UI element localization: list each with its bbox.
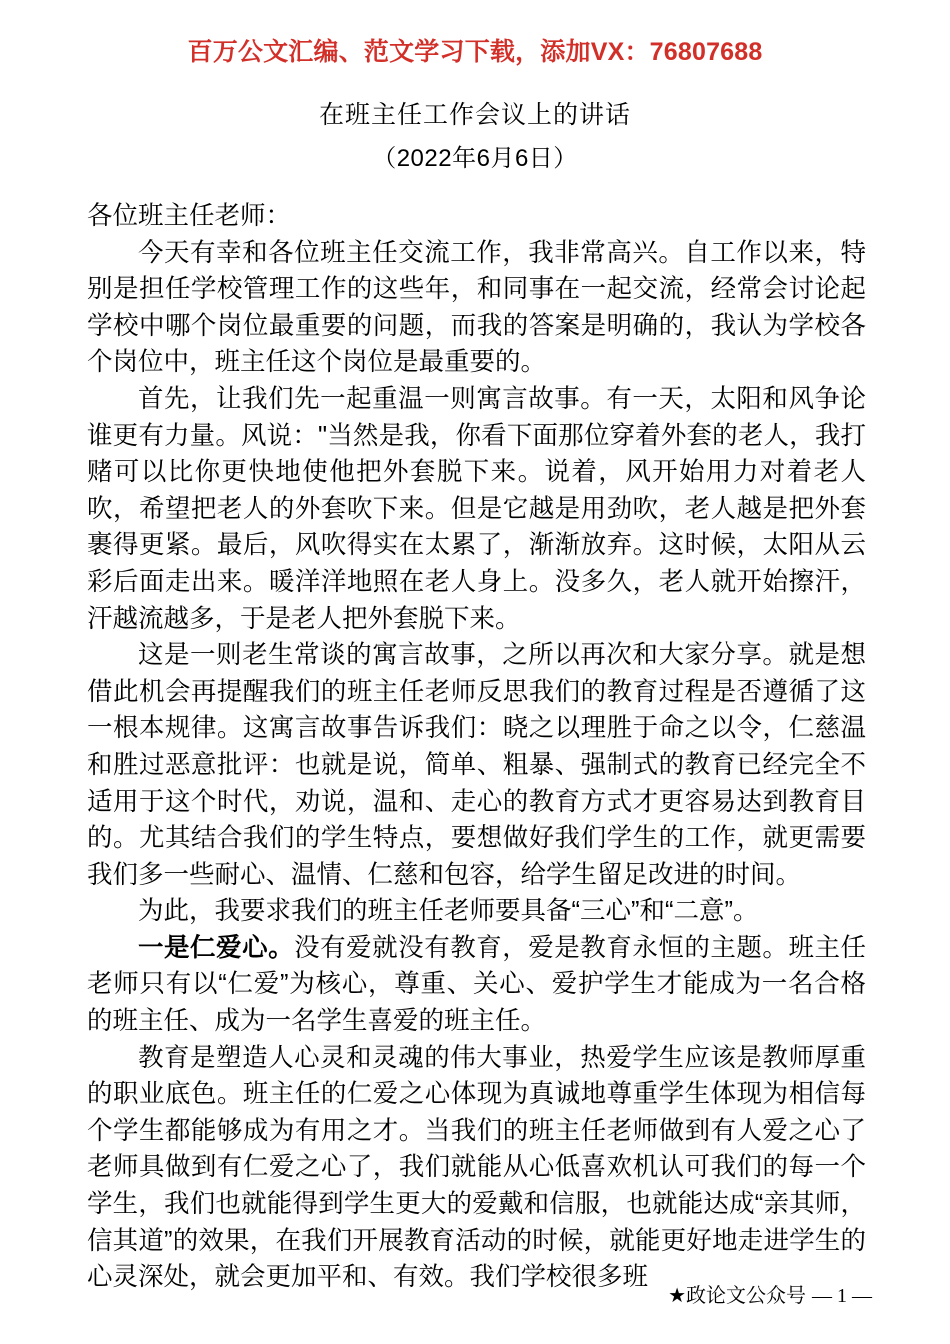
footer-page-number: — 1 — — [812, 1285, 872, 1307]
paragraph-text: 为此，我要求我们的班主任老师要具备“三心”和“二意”。 — [138, 897, 759, 926]
paragraph-text: 今天有幸和各位班主任交流工作，我非常高兴。自工作以来，特别是担任学校管理工作的这些年，和同事在一起交流，经常会讨论起学校中哪个岗位最重要的问题，而我的答案是明确的，我认为学校各个岗位中，班主任这个岗位是最重要的。 — [87, 238, 866, 377]
paragraph-text: 各位班主任老师： — [87, 202, 292, 230]
paragraph-text: 这是一则老生常谈的寓言故事，之所以再次和大家分享。就是想借此机会再提醒我们的班主任老师反思我们的教育过程是否遵循了这一根本规律。这寓言故事告诉我们：晓之以理胜于命之以令，仁慈温和胜过恶意批评：也就是说，简单、粗暴、强制式的教育已经完全不适用于这个时代，劝说，温和、走心的教育方式才更容易达到教育目的。尤其结合我们的学生特点，要想做好我们学生的工作，就更需要我们多一些耐心、温情、仁慈和包容，给学生留足改进的时间。 — [87, 641, 866, 889]
page-subtitle-date: （2022年6月6日） — [372, 145, 578, 172]
paragraph-text: 教育是塑造人心灵和灵魂的伟大事业，热爱学生应该是教师厚重的职业底色。班主任的仁爱之心体现为真诚地尊重学生体现为相信每个学生都能够成为有用之才。当我们的班主任老师做到有人爱之心了老师具做到有仁爱之心了，我们就能从心低喜欢机认可我们的每一个学生，我们也就能得到学生更大的爱戴和信服，也就能达成“亲其师，信其道”的效果，在我们开展教育活动的时候，就能更好地走进学生的心灵深处，就会更加平和、有效。我们学校很多班 — [87, 1043, 866, 1292]
paragraph-4 — [87, 893, 866, 930]
paragraph-text: 没有爱就没有教育，爱是教育永恒的主题。班主任老师只有以“仁爱”为核心，尊重、关心、爱护学生才能成为一名合格的班主任、成为一名学生喜爱的班主任。 — [87, 933, 866, 1036]
paragraph-3 — [87, 637, 866, 893]
paragraph-6 — [87, 1040, 866, 1296]
paragraph-5 — [87, 930, 866, 1040]
document-body — [87, 198, 866, 1296]
page-title: 在班主任工作会议上的讲话 — [318, 101, 631, 129]
page-footer — [0, 1282, 950, 1310]
paragraph-bold-lead: 一是仁爱心。 — [138, 933, 295, 962]
promo-header-banner: 百万公文汇编、范文学习下载，添加VX：76807688 — [187, 38, 763, 66]
paragraph-text: 首先，让我们先一起重温一则寓言故事。有一天，太阳和风争论谁更有力量。风说："当然是我，你看下面那位穿着外套的老人，我打赌可以比你更快地使他把外套脱下来。说着，风开始用力对着老人吹，希望把老人的外套吹下来。但是它越是用劲吹，老人越是把外套裹得更紧。最后，风吹得实在太累了，渐渐放弃。这时候，太阳从云彩后面走出来。暖洋洋地照在老人身上。没多久，老人就开始擦汗，汗越流越多，于是老人把外套脱下来。 — [87, 384, 866, 633]
title-block — [0, 97, 950, 177]
paragraph-salutation — [87, 198, 866, 235]
footer-watermark-label: ★政论文公众号 — [668, 1285, 806, 1307]
paragraph-2 — [87, 381, 866, 637]
paragraph-1 — [87, 235, 866, 381]
